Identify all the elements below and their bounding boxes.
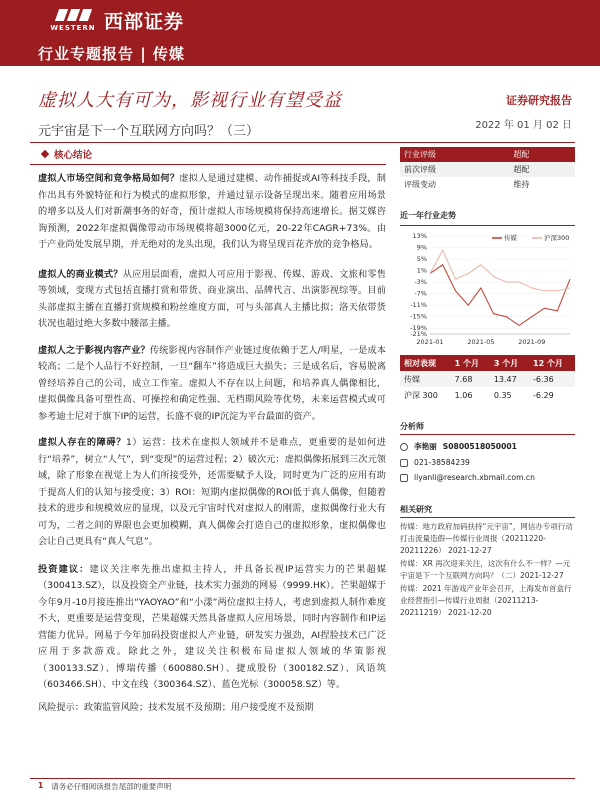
- rating-row: 评级变动 维持: [404, 180, 530, 189]
- y-tick-label: -15%: [410, 312, 427, 321]
- x-tick-label: 2021-01: [416, 338, 444, 346]
- rating-row: 行业评级 超配: [400, 147, 575, 162]
- page-number: 1: [38, 781, 44, 790]
- trend-chart-svg: [400, 226, 575, 346]
- paragraph-content-industry: 虚拟人之于影视内容产业？传统影视内容制作产业链过度依赖于艺人/明星，一是成本较高；二是个人品行不好控制，一旦“翻车”将造成巨大损失；三是成名后，容易脱离曾经培养自己的公司，成立工作室。虚拟人不存在以上问题，和培养真人偶像相比，虚拟偶像具备可塑性高、可操控和确定性强、无档期风险等优势，未来运营模式或可参考迪士尼对于旗下IP的运营，长盛不衰的IP沉淀为平台最面的资产。: [38, 344, 386, 422]
- perf-row: 沪深 300 1.06 0.35 -6.29: [404, 390, 554, 400]
- y-tick-label: -3%: [414, 278, 427, 287]
- related-divider: [400, 517, 575, 518]
- western-logo: [38, 9, 108, 35]
- person-icon: [400, 443, 408, 451]
- y-tick-label: 1%: [416, 266, 427, 275]
- paragraph-market: 虚拟人市场空间和竞争格局如何？虚拟人是通过建模、动作捕捉或AI等科技手段，制作出具有外貌特征和行为模式的虚拟形象，并通过显示设备呈现出来。随着应用场景的增多以及人们对新潮事务的好奇，预计虚拟人市场规模将保持高速增长。据艾媒咨询预测，2022年虚拟偶像带动市场规模将超3000亿元，20-22年CAGR+73%。由于产业尚处发展早期，并无绝对的龙头出现，我们认为将呈现百花齐放的竞争格局。: [38, 173, 386, 250]
- y-tick-label: -7%: [414, 289, 427, 298]
- analyst-phone-row: [400, 458, 575, 467]
- y-tick-label: -21%: [410, 330, 427, 338]
- y-tick-label: 5%: [416, 255, 427, 264]
- report-title: 虚拟人大有可为，影视行业有望受益: [38, 90, 342, 111]
- section-divider: [30, 164, 386, 165]
- main-column: [38, 147, 386, 716]
- report-tag: 证券研究报告: [506, 94, 572, 107]
- brand-name: 西部证券: [104, 11, 185, 33]
- x-tick-label: 2021-09: [518, 338, 546, 346]
- legend-label: 传媒: [504, 234, 517, 242]
- footer-divider: [30, 778, 575, 779]
- related-item[interactable]: 传媒：2021 年游戏产业年会召开，上海发布首盒行业经营指引—传媒行业周报（20211213-20211219） 2021-12-20: [400, 584, 572, 617]
- related-heading: 相关研究: [400, 505, 432, 514]
- analyst-heading: 分析师: [400, 422, 424, 431]
- perf-header-row: 相对表现 1 个月 3 个月 12 个月: [400, 355, 575, 371]
- paragraph-business-model: 虚拟人的商业模式？从应用层面看，虚拟人可应用于影视、传媒、游戏、文旅和零售等领域，变现方式包括直播打赏和带货、商业演出、品牌代言、出演影视综等。目前头部虚拟主播在直播打赏规模和粉丝维度方面，可与头部真人主播比拟；洛天依带货状况也超过绝大多数中腰部主播。: [38, 268, 386, 329]
- diamond-icon: [41, 150, 49, 158]
- perf-row: 传媒 7.68 13.47 -6.36: [400, 371, 575, 387]
- rating-table: [400, 147, 575, 192]
- y-tick-label: -19%: [410, 324, 427, 333]
- analyst-phone: 021-38584239: [414, 458, 470, 467]
- footer-text: 请务必仔细阅读报告尾部的重要声明: [51, 782, 172, 791]
- performance-table: [400, 355, 575, 403]
- related-item[interactable]: 传媒：XR 再次迎来关注，这次有什么不一样？—元宇宙是下一个互联网方向吗？（二）2021-12-27: [400, 559, 571, 580]
- risk-notice: 风险提示：政策监管风险；技术发展不及预期；用户接受度不及预期: [38, 701, 314, 713]
- rating-row: 前次评级 超配: [400, 162, 575, 177]
- y-tick-label: -11%: [410, 301, 427, 310]
- section-heading: 核心结论: [42, 147, 386, 161]
- paragraph-investment: 投资建议：建议关注率先推出虚拟主持人，并具备长视IP运营实力的芒果超媒（300413.SZ），以及投资全产业链，技术实力强劲的网易（9999.HK）。芒果超媒于今年9月-10月接连推出“YAOYAO”和“小漾”两位虚拟主持人，考虑到虚拟人制作难度不大，更重要是运营变现，芒果超媒天然具备虚拟人应用场景，同时内容制作和IP运营能力优异。网易于今年加码投资虚拟人产业链，研发实力强劲，AI捏脸技术已广泛应用于多款游戏。除此之外，建议关注积极布局虚拟人领域的华策影视（300133.SZ）、博瑞传播（600880.SH）、捷成股份（300182.SZ）、风语筑（603466.SH）、中文在线（300364.SZ）、蓝色光标（300058.SZ）等。: [38, 563, 387, 690]
- report-date: 2022 年 01 月 02 日: [475, 120, 572, 131]
- analyst-name: 李艳丽: [414, 442, 437, 451]
- paragraph-obstacles: 虚拟人存在的障碍？1）运营：技术在虚拟人领域并不是难点，更重要的是如何进行“培养”，树立“人气”，到“变现”的运营过程；2）破次元：虚拟偶像拓展到三次元领域，除了形象在视觉上为人们所接受外，还需要赋予人设，同时更为广泛的应用有助于提高人们的认知与接受度；3）ROI：短期内虚拟偶像的ROI低于真人偶像，但随着技术的进步和规模效应的显现，以及元宇宙时代对虚拟人的刚需，虚拟偶像行业大有可为，二者之间的界限也会更加模糊，真人偶像会打造自己的虚拟形象，虚拟偶像也会让自己更具有“真人气息”。: [38, 437, 386, 547]
- title-divider: [30, 142, 575, 143]
- report-subtitle: 元宇宙是下一个互联网方向吗？（三）: [38, 124, 260, 139]
- related-item[interactable]: 传媒：地方政府加码扶持“元宇宙”，网信办专项行动打击流量造假—传媒行业周报（20211220-20211226） 2021-12-27: [400, 522, 573, 555]
- report-category: 行业专题报告 | 传媒: [38, 45, 185, 63]
- trend-title: 近一年行业走势: [400, 211, 456, 220]
- trend-chart: [400, 225, 575, 345]
- analyst-name-row: [400, 441, 575, 452]
- top-banner: [0, 0, 600, 66]
- x-tick-label: 2021-05: [467, 338, 495, 346]
- mail-icon: [400, 474, 408, 482]
- analyst-divider: [400, 434, 575, 435]
- analyst-email-row: [400, 473, 575, 482]
- related-list: [400, 521, 575, 619]
- analyst-cert: S0800518050001: [442, 442, 517, 451]
- analyst-email[interactable]: liyanli@research.xbmail.com.cn: [414, 473, 535, 482]
- series-line-0: [430, 265, 570, 326]
- legend-label: 沪深300: [544, 234, 570, 242]
- sidebar: [400, 147, 575, 620]
- y-tick-label: 13%: [412, 232, 427, 240]
- phone-icon: [400, 459, 408, 467]
- page-footer: [38, 781, 171, 792]
- logo-text: WESTERN: [50, 24, 96, 32]
- y-tick-label: 9%: [416, 243, 427, 252]
